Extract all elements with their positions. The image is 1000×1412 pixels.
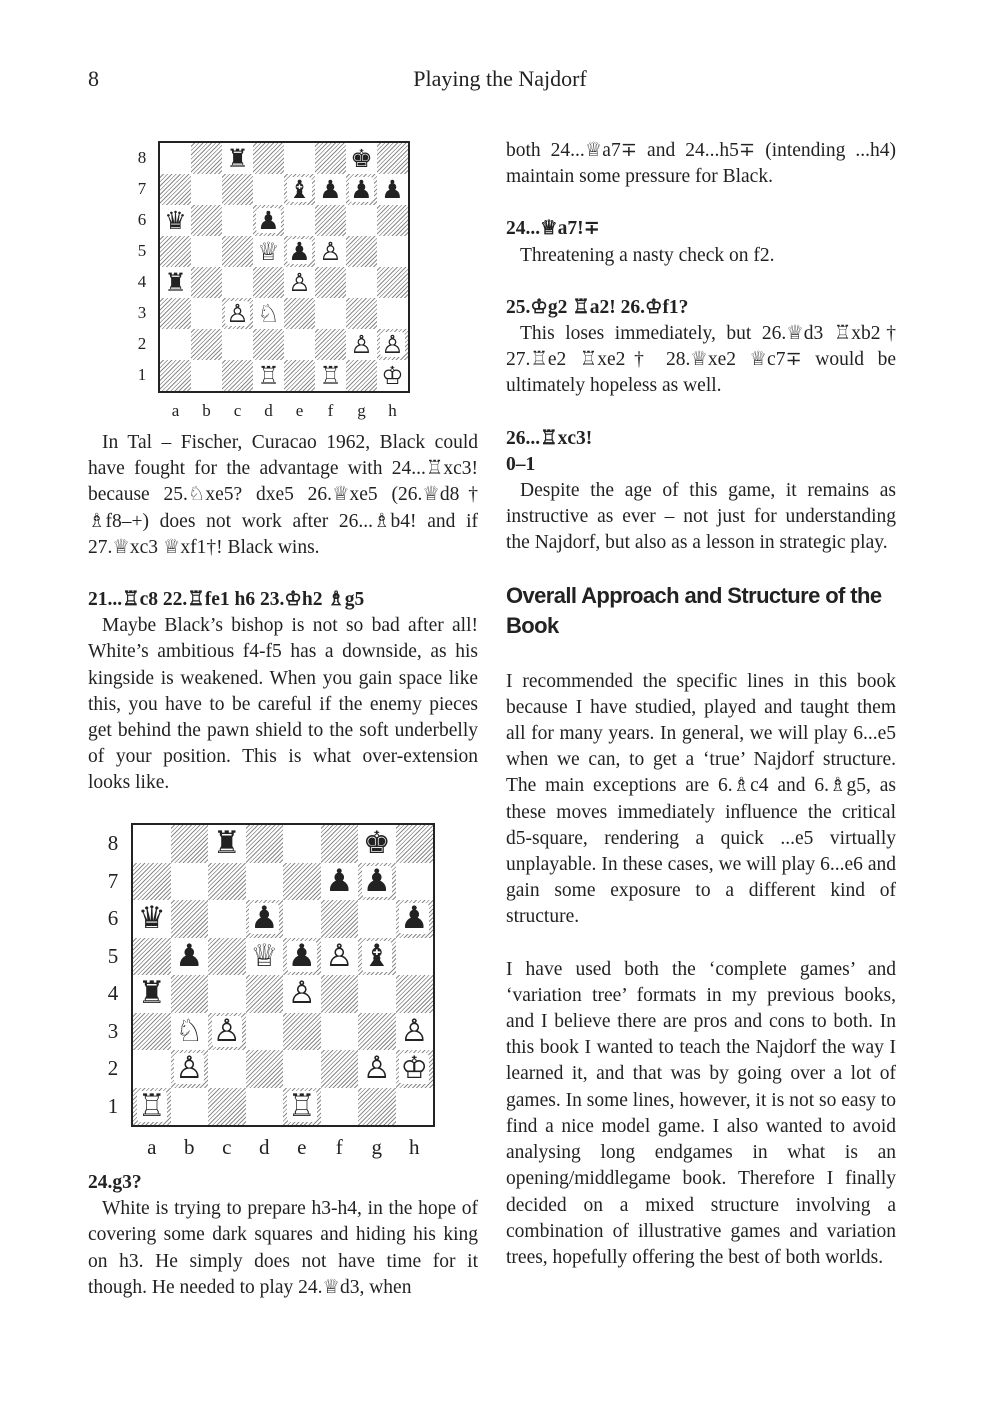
board-square-g4 (346, 267, 377, 298)
chess-piece-b2: ♙ (175, 1050, 204, 1087)
file-label: h (409, 1135, 420, 1159)
chess-piece-f7: ♟ (325, 862, 354, 899)
board-square-g6 (346, 205, 377, 236)
chess-piece-a6: ♛ (137, 900, 166, 937)
board-square-g5 (346, 236, 377, 267)
file-label: c (222, 1135, 232, 1159)
board-square-a3 (160, 298, 191, 329)
chess-piece-h1: ♔ (381, 361, 404, 390)
rank-label: 5 (137, 241, 147, 261)
board-square-c5 (208, 938, 246, 976)
chess-piece-c8: ♜ (226, 144, 249, 173)
board-square-b2 (191, 329, 222, 360)
file-label: d (264, 401, 273, 420)
chess-piece-a6: ♛ (164, 206, 187, 235)
board-square-c4 (208, 975, 246, 1013)
board-square-d4 (246, 975, 284, 1013)
paragraph-threatening: Threatening a nasty check on f2. (520, 244, 775, 266)
file-label: h (388, 401, 397, 420)
chess-piece-f5: ♙ (319, 237, 342, 266)
file-label: b (202, 401, 211, 420)
board-square-a5 (133, 938, 171, 976)
chess-piece-h6: ♟ (400, 900, 429, 937)
chess-piece-c3: ♙ (226, 299, 249, 328)
board-square-h8 (396, 825, 434, 863)
chess-piece-b5: ♟ (175, 937, 204, 974)
chess-piece-g8: ♚ (362, 825, 391, 862)
board-square-d3 (246, 1013, 284, 1051)
board-square-d7 (253, 174, 284, 205)
chess-piece-b3: ♘ (175, 1012, 204, 1049)
board-square-g6 (358, 900, 396, 938)
board-square-c1 (222, 360, 253, 391)
rank-label: 1 (107, 1093, 119, 1118)
board-square-b1 (171, 1088, 209, 1126)
board-square-c7 (222, 174, 253, 205)
board-square-d1 (246, 1088, 284, 1126)
rank-label: 2 (107, 1056, 119, 1081)
board-square-c6 (222, 205, 253, 236)
chess-piece-e7: ♝ (288, 175, 311, 204)
board-square-h6 (377, 205, 408, 236)
board-square-g4 (358, 975, 396, 1013)
board-square-a1 (160, 360, 191, 391)
board-square-d4 (253, 267, 284, 298)
board-square-c5 (222, 236, 253, 267)
rank-label: 8 (107, 831, 119, 856)
board-square-c2 (208, 1050, 246, 1088)
paragraph-recommended: I recommended the specific lines in this book because I have studied, played and taught them all for many years. In general, we will play 6...e5 when we can, to get a ‘true’ Najdorf structure. The main exceptions are 6.♗c4 and 6.♗g5, as these moves immediately influence the critical d5-square, rendering a quick ...e5 virtually unplayable. In these cases, we will play 6...e6 and gain some exposure to a different kind of structure. (506, 670, 896, 928)
board-square-c2 (222, 329, 253, 360)
rank-label: 4 (107, 981, 119, 1006)
page-number: 8 (88, 66, 99, 91)
chess-piece-e1: ♖ (287, 1087, 316, 1124)
board-square-f3 (315, 298, 346, 329)
board-square-g1 (358, 1088, 396, 1126)
chess-piece-h3: ♙ (400, 1012, 429, 1049)
board-square-g3 (346, 298, 377, 329)
chess-piece-a1: ♖ (137, 1087, 166, 1124)
board-square-e3 (283, 1013, 321, 1051)
file-label: b (184, 1135, 195, 1159)
board-square-b5 (191, 236, 222, 267)
chess-piece-e5: ♟ (287, 937, 316, 974)
board-square-f8 (315, 143, 346, 174)
rank-label: 7 (107, 868, 119, 893)
board-square-b8 (171, 825, 209, 863)
board-square-h4 (396, 975, 434, 1013)
board-square-h3 (377, 298, 408, 329)
board-square-h1 (396, 1088, 434, 1126)
board-square-f6 (321, 900, 359, 938)
board-square-c7 (208, 863, 246, 901)
chess-piece-d1: ♖ (257, 361, 280, 390)
board-square-h8 (377, 143, 408, 174)
file-label: c (233, 401, 242, 420)
rank-label: 7 (137, 179, 147, 199)
board-square-a2 (133, 1050, 171, 1088)
file-label: g (371, 1135, 382, 1159)
board-square-d2 (253, 329, 284, 360)
chess-piece-g8: ♚ (350, 144, 373, 173)
chess-piece-g7: ♟ (350, 175, 373, 204)
chessboard (158, 141, 410, 393)
board-square-a5 (160, 236, 191, 267)
board-square-a7 (160, 174, 191, 205)
right-column (506, 138, 896, 1271)
board-square-c6 (208, 900, 246, 938)
board-square-g1 (346, 360, 377, 391)
chess-piece-e4: ♙ (288, 268, 311, 297)
rank-label: 3 (137, 303, 147, 323)
chessboard (131, 823, 435, 1127)
game-result: 0–1 (506, 453, 536, 475)
chess-piece-a4: ♜ (164, 268, 187, 297)
move-heading-21: 21...♖c8 22.♖fe1 h6 23.♔h2 ♗g5 (88, 589, 365, 611)
rank-label: 8 (137, 148, 147, 168)
board-square-a8 (133, 825, 171, 863)
chess-piece-d6: ♟ (257, 206, 280, 235)
chess-piece-e4: ♙ (287, 975, 316, 1012)
section-title: Overall Approach and Structure of the Book (506, 582, 882, 638)
chess-piece-h2: ♔ (400, 1050, 429, 1087)
paragraph-tal-fischer: In Tal – Fischer, Curacao 1962, Black could have fought for the advantage with 24...♖xc3! because 25.♘xe5? dxe5 26.♕xe5 (26.♕d8† ♗f8–+) does not work after 26...♗b4! and if 27.♕xc3 ♕xf1†! Black wins. (88, 432, 478, 558)
rank-label: 1 (137, 365, 147, 385)
file-label: g (357, 401, 366, 420)
chess-piece-h7: ♟ (381, 175, 404, 204)
chess-piece-d5: ♕ (257, 237, 280, 266)
board-square-d8 (253, 143, 284, 174)
left-column-bottom (88, 1170, 478, 1301)
board-square-b4 (171, 975, 209, 1013)
rank-label: 2 (137, 334, 147, 354)
board-square-h5 (396, 938, 434, 976)
chess-piece-g2: ♙ (362, 1050, 391, 1087)
chess-piece-e5: ♟ (288, 237, 311, 266)
board-square-b8 (191, 143, 222, 174)
board-square-e1 (284, 360, 315, 391)
file-label: a (147, 1135, 157, 1159)
board-square-d8 (246, 825, 284, 863)
chess-piece-d5: ♕ (250, 937, 279, 974)
rank-label: 4 (137, 272, 147, 292)
board-square-e8 (284, 143, 315, 174)
left-column (88, 430, 478, 797)
board-square-f1 (321, 1088, 359, 1126)
chess-piece-a4: ♜ (137, 975, 166, 1012)
board-square-a8 (160, 143, 191, 174)
rank-label: 5 (107, 943, 119, 968)
file-label: d (259, 1135, 270, 1159)
board-square-b6 (191, 205, 222, 236)
board-square-e6 (283, 900, 321, 938)
chess-piece-d6: ♟ (250, 900, 279, 937)
rank-label: 6 (107, 906, 119, 931)
board-square-b6 (171, 900, 209, 938)
chess-piece-h2: ♙ (381, 330, 404, 359)
board-square-g3 (358, 1013, 396, 1051)
page-header (0, 66, 1000, 102)
move-heading-24-g3: 24.g3? (88, 1172, 142, 1193)
rank-label: 6 (137, 210, 147, 230)
board-square-f4 (321, 975, 359, 1013)
chess-piece-f5: ♙ (325, 937, 354, 974)
board-square-f3 (321, 1013, 359, 1051)
board-square-d2 (246, 1050, 284, 1088)
board-square-a3 (133, 1013, 171, 1051)
board-square-f4 (315, 267, 346, 298)
board-square-b7 (171, 863, 209, 901)
rank-label: 3 (107, 1018, 119, 1043)
board-square-c1 (208, 1088, 246, 1126)
board-square-d7 (246, 863, 284, 901)
board-square-b4 (191, 267, 222, 298)
board-square-b1 (191, 360, 222, 391)
paragraph-bishop: Maybe Black’s bishop is not so bad after all! White’s ambitious f4-f5 has a downside, as his kingside is weakened. When you gain space like this, you have to be careful if the enemy pieces get behind the pawn shield to the soft underbelly of your position. This is what over-extension looks like. (88, 615, 478, 794)
file-label: f (327, 401, 334, 420)
chess-piece-f7: ♟ (319, 175, 342, 204)
board-square-e7 (283, 863, 321, 901)
board-square-f2 (321, 1050, 359, 1088)
chess-piece-g5: ♝ (362, 937, 391, 974)
board-square-e3 (284, 298, 315, 329)
chess-piece-d3: ♘ (257, 299, 280, 328)
file-label: e (297, 1135, 307, 1159)
move-heading-25: 25.♔g2 ♖a2! 26.♔f1? (506, 296, 689, 318)
chess-piece-c3: ♙ (212, 1012, 241, 1049)
board-square-h7 (396, 863, 434, 901)
board-square-a2 (160, 329, 191, 360)
chess-piece-f1: ♖ (319, 361, 342, 390)
paragraph-formats: I have used both the ‘complete games’ and ‘variation tree’ formats in my previous books, and I believe there are pros and cons to both. In this book I wanted to teach the Najdorf the way I learned it, and that was by going over a lot of games. In some lines, however, it is not so easy to find a nice model game. I also wanted to avoid analysing long endgames in what is an opening/middlegame book. Therefore I finally decided on a mixed structure involving a combination of illustrative games and variation trees, hopefully offering the best of both worlds. (506, 958, 896, 1268)
board-square-e6 (284, 205, 315, 236)
paragraph-despite: Despite the age of this game, it remains as instructive as ever – not just for understanding the Najdorf, but also as a lesson in strategic play. (506, 480, 896, 554)
board-square-f2 (315, 329, 346, 360)
board-square-e2 (283, 1050, 321, 1088)
paragraph-continuation: both 24...♕a7∓ and 24...h5∓ (intending ...h4) maintain some pressure for Black. (506, 140, 896, 188)
board-square-c4 (222, 267, 253, 298)
board-square-f6 (315, 205, 346, 236)
move-heading-26: 26...♖xc3! (506, 427, 593, 449)
paragraph-loses: This loses immediately, but 26.♕d3 ♖xb2† 27.♖e2 ♖xe2† 28.♕xe2 ♕c7∓ would be ultimately hopeless as well. (506, 323, 896, 397)
chess-piece-g7: ♟ (362, 862, 391, 899)
move-heading-24-qa7: 24...♕a7!∓ (506, 218, 600, 240)
file-label: f (335, 1135, 343, 1159)
board-square-b3 (191, 298, 222, 329)
board-square-e8 (283, 825, 321, 863)
file-label: e (295, 401, 304, 420)
paragraph-white-prepare: White is trying to prepare h3-h4, in the hope of covering some dark squares and hiding his king on h3. He simply does not have time for it though. He needed to play 24.♕d3, when (88, 1198, 478, 1298)
chess-piece-g2: ♙ (350, 330, 373, 359)
running-title: Playing the Najdorf (413, 66, 587, 91)
board-square-e2 (284, 329, 315, 360)
board-square-a7 (133, 863, 171, 901)
chess-piece-c8: ♜ (212, 825, 241, 862)
file-label: a (171, 401, 180, 420)
board-square-h4 (377, 267, 408, 298)
board-square-f8 (321, 825, 359, 863)
board-square-h5 (377, 236, 408, 267)
board-square-b7 (191, 174, 222, 205)
